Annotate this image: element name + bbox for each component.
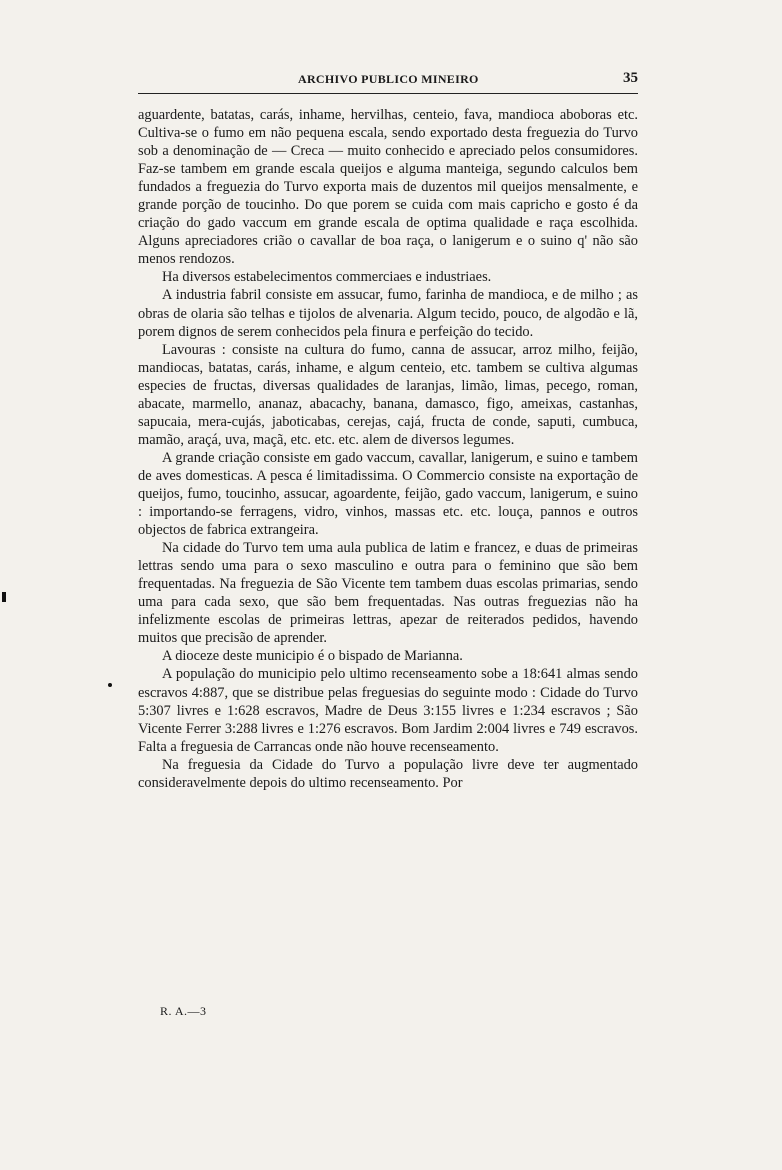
page-number: 35 (623, 70, 638, 86)
paragraph-livestock-commerce: A grande criação consiste em gado vaccum, cavallar, lanigerum, e suino e tambem de aves domesticas. A pesca é limitadissima. O Commercio consiste na exportação de queijos, fumo, toucinho, assucar, agoardente, feijão, gado vaccum, lanigerum, e suino : importando-se ferragens, vidro, vinhos, massas etc. etc. louça, pannos e outros objectos de fabrica extrangeira. (138, 449, 638, 539)
paragraph-industry: A industria fabril consiste em assucar, fumo, farinha de mandioca, e de milho ; as obras de olaria são telhas e tijolos de alvenaria. Algum tecido, pouco, de algodão e lã, porem dignos de serem conhecidos pela finura e perfeição do tecido. (138, 287, 638, 340)
paragraph-population: A população do municipio pelo ultimo recenseamento sobe a 18:641 almas sendo escravos 4:887, que se distribue pelas freguesias do seguinte modo : Cidade do Turvo 5:307 livres e 1:628 escravos, Madre de Deus 3:155 livres e 1:234 escravos ; São Vicente Ferrer 3:288 livres e 1:276 escravos. Bom Jardim 2:004 livres e 749 escravos. Falta a freguesia de Carrancas onde não houve recenseamento. (138, 666, 638, 755)
paragraph-diocese: A dioceze deste municipio é o bispado de Marianna. (162, 648, 463, 665)
paragraph-establishments: Ha diversos estabelecimentos commerciaes e industriaes. (162, 269, 492, 286)
body-text (138, 106, 638, 792)
paragraph-schools: Na cidade do Turvo tem uma aula publica de latim e francez, e duas de primeiras lettras sendo uma para o sexo masculino e outra para o feminino que são bem frequentadas. Na freguezia de São Vicente tem tambem duas escolas primarias, sendo uma para cada sexo, que são bem frequentadas. Nas outras freguezias não ha infelizmente escolas de primeiras lettras, apezar de reiterados pedidos, havendo muitos que precisão de aprender. (138, 540, 638, 647)
running-header (138, 70, 638, 92)
scan-mark-left (2, 592, 6, 602)
paragraph-crops: Lavouras : consiste na cultura do fumo, canna de assucar, arroz milho, feijão, mandiocas, batatas, carás, inhame, e algum centeio, etc. tambem se cultiva algumas especies de fructas, diversas qualidades de laranjas, limão, limas, pecego, roman, abacate, marmello, ananaz, abacachy, banana, damasco, figo, ameixas, castanhas, sapucaia, mera-cujás, jaboticabas, cerejas, cajá, fructa de conde, saputi, cumbuca, mamão, araçá, uva, maçã, etc. etc. etc. alem de diversos legumes. (138, 341, 638, 448)
scan-dot-left (108, 683, 112, 687)
signature-mark: R. A.—3 (160, 1004, 207, 1018)
paragraph-population-growth: Na freguesia da Cidade do Turvo a população livre deve ter augmentado consideravelmente depois do ultimo recenseamento. Por (138, 756, 638, 791)
paragraph-continuation: aguardente, batatas, carás, inhame, hervilhas, centeio, fava, mandioca aboboras etc. Cultiva-se o fumo em não pequena escala, sendo exportado desta freguezia do Turvo sob a denominação de — Creca — muito conhecido e apreciado pelos consumidores. Faz-se tambem em grande escala queijos e alguma manteiga, segundo calculos bem fundados a freguezia do Turvo exporta mais de duzentos mil queijos mensalmente, e grande porção de toucinho. Do que porem se cuida com mais capricho e gosto é da criação do gado vaccum em grande escala de optima qualidade e raça escolhida. Alguns apreciadores crião o cavallar de boa raça, o lanigerum e o suino q' não são menos rendozos. (138, 107, 638, 268)
header-rule (138, 93, 638, 94)
header-title: ARCHIVO PUBLICO MINEIRO (298, 72, 479, 86)
